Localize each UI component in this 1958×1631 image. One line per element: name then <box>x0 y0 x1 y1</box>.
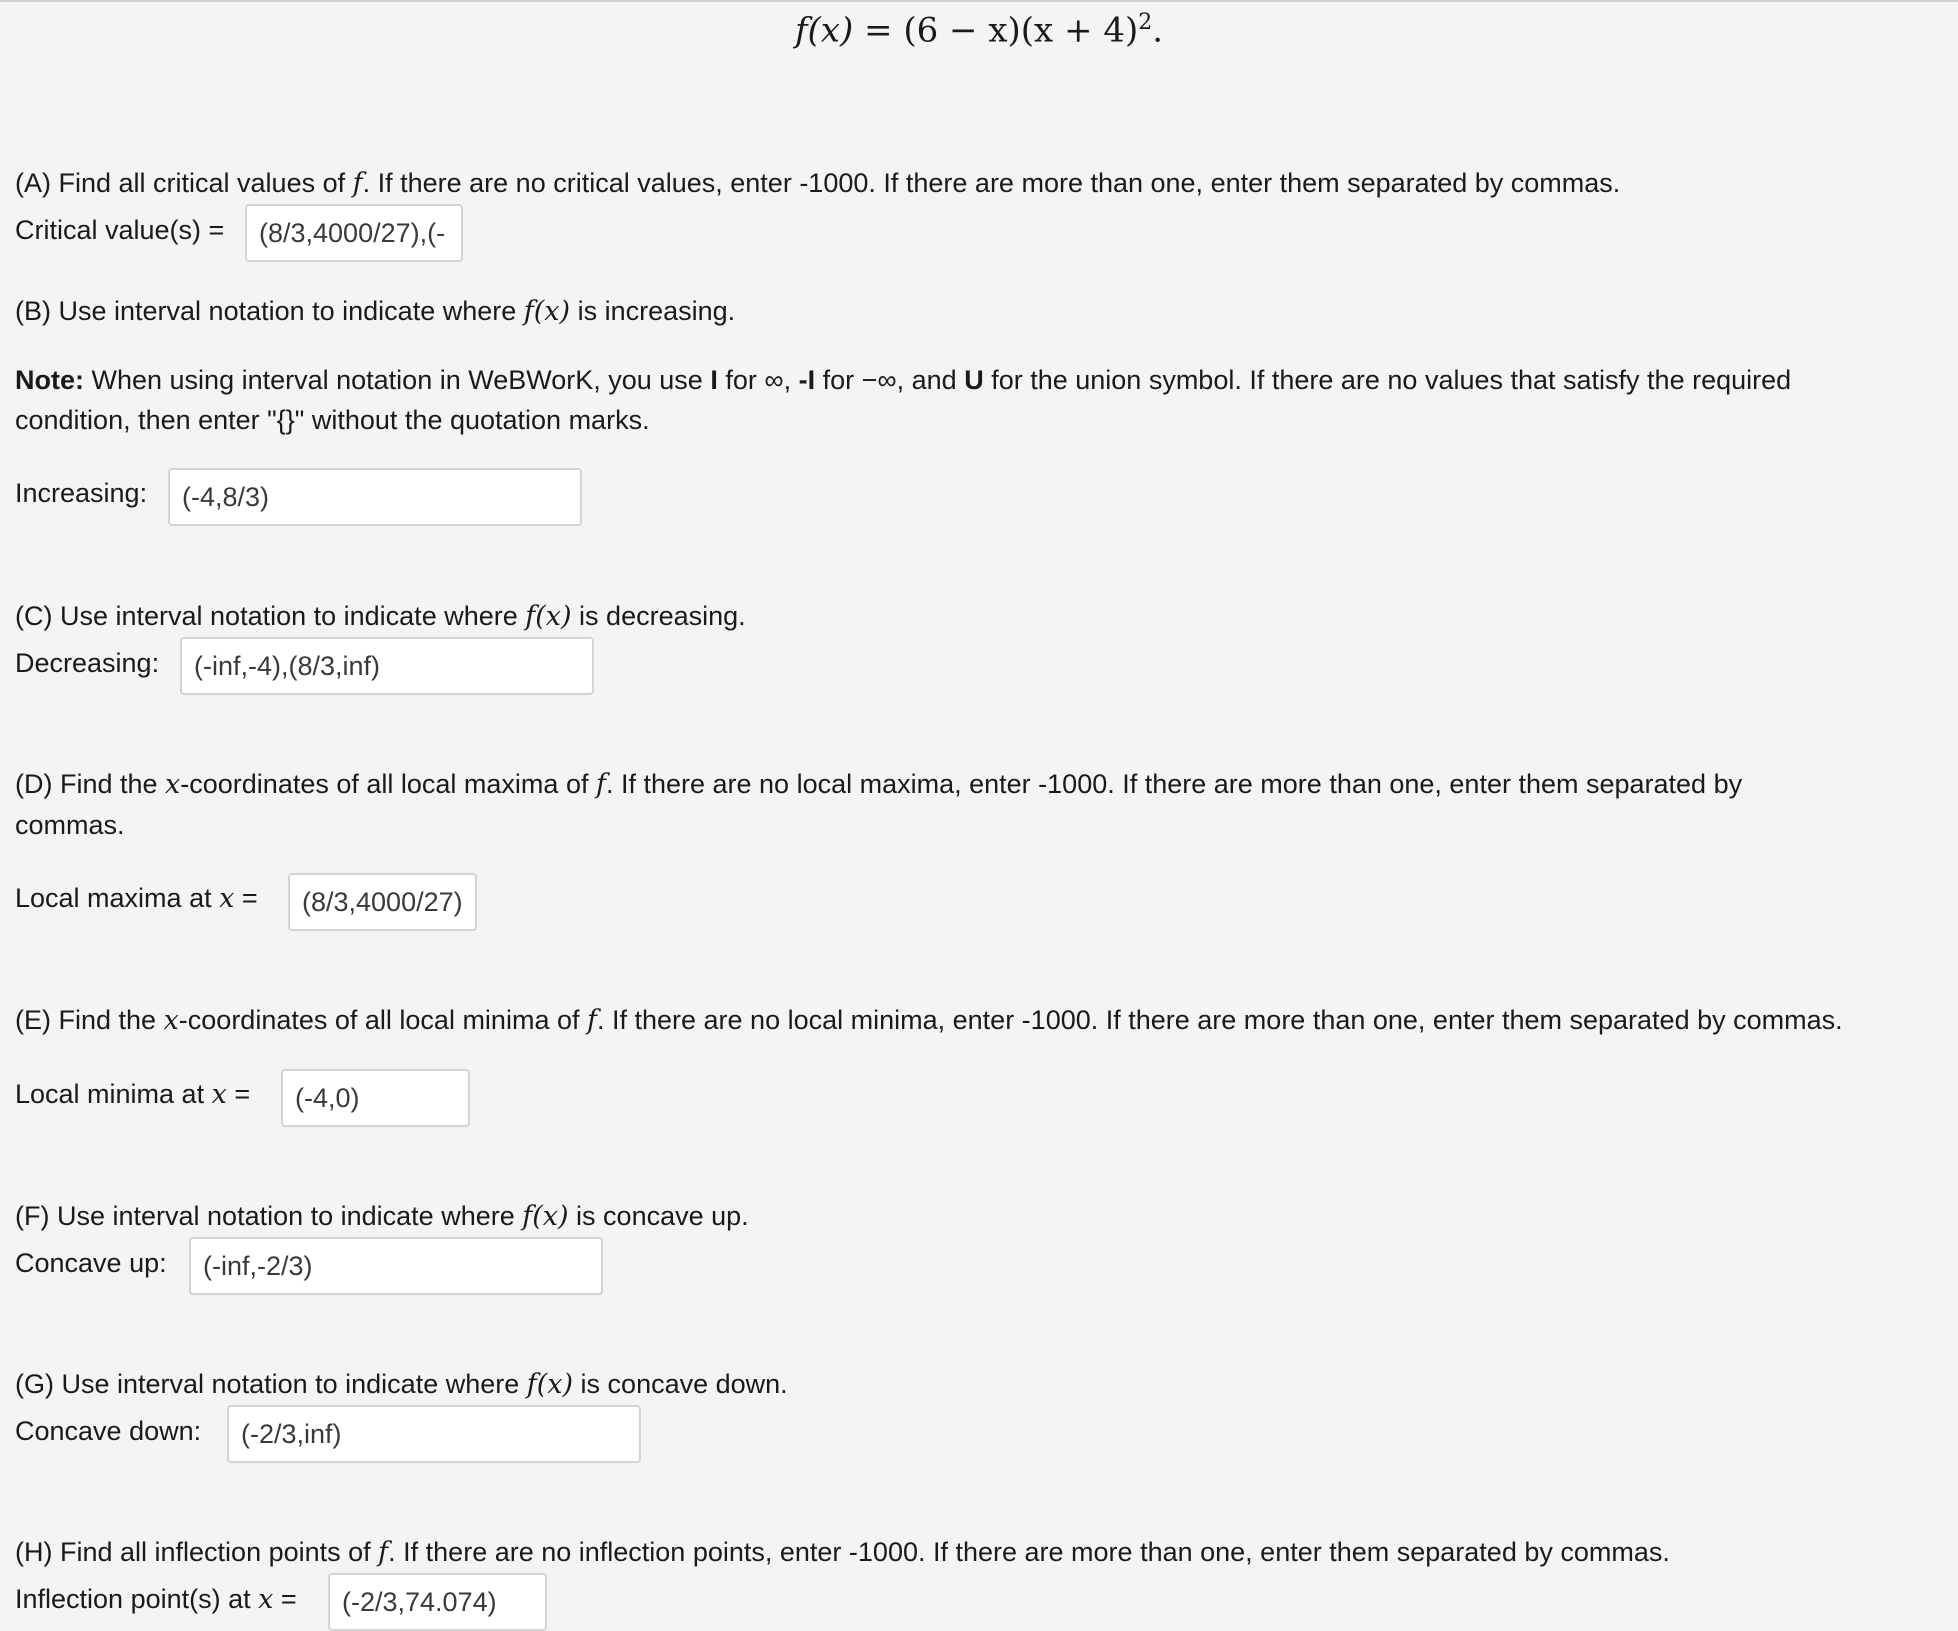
critical-values-label: Critical value(s) = <box>15 215 225 245</box>
local-maxima-input[interactable] <box>288 873 477 931</box>
inflection-points-label: Inflection point(s) at x = <box>15 1584 297 1615</box>
formula-lhs: f(x) <box>794 10 854 51</box>
question-f: (F) Use interval notation to indicate where f(x) is concave up. <box>15 1201 749 1232</box>
top-border <box>0 0 1958 2</box>
increasing-label: Increasing: <box>15 478 148 508</box>
local-minima-input[interactable] <box>281 1069 470 1127</box>
question-a: (A) Find all critical values of f. If there are no critical values, enter -1000. If there are more than one, enter them separated by commas. <box>15 168 1621 199</box>
interval-notation-note: Note: When using interval notation in WeBWorK, you use I for ∞, -I for −∞, and U for the union symbol. If there are no values that satisfy the required condition, then enter "{}" without the quotation marks. <box>15 365 1792 435</box>
decreasing-input[interactable] <box>180 637 594 695</box>
problem-formula: $f(x) = (6 - x)(x + 4)^2$. <box>794 10 1164 51</box>
question-d: (D) Find the x-coordinates of all local maxima of f. If there are no local maxima, enter -1000. If there are more than one, enter them separated by commas. <box>15 769 1743 840</box>
local-minima-label: Local minima at x = <box>15 1079 251 1110</box>
question-g: (G) Use interval notation to indicate where f(x) is concave down. <box>15 1369 788 1400</box>
inflection-points-input[interactable] <box>328 1573 547 1631</box>
critical-values-input[interactable] <box>245 204 463 262</box>
formula-end: . <box>1152 10 1164 51</box>
question-h: (H) Find all inflection points of f. If there are no inflection points, enter -1000. If there are more than one, enter them separated by commas. <box>15 1537 1670 1568</box>
question-e: (E) Find the x-coordinates of all local minima of f. If there are no local minima, enter -1000. If there are more than one, enter them separated by commas. <box>15 1005 1843 1036</box>
local-maxima-label: Local maxima at x = <box>15 883 258 914</box>
question-c: (C) Use interval notation to indicate where f(x) is decreasing. <box>15 601 746 632</box>
formula-exponent: 2 <box>1138 10 1153 35</box>
formula-rhs: (6 − x)(x + 4) <box>903 10 1139 51</box>
concave-down-input[interactable] <box>227 1405 641 1463</box>
concave-up-input[interactable] <box>189 1237 603 1295</box>
increasing-input[interactable] <box>168 468 582 526</box>
concave-up-label: Concave up: <box>15 1248 167 1278</box>
concave-down-label: Concave down: <box>15 1416 202 1446</box>
decreasing-label: Decreasing: <box>15 648 160 678</box>
question-b: (B) Use interval notation to indicate where f(x) is increasing. <box>15 296 736 327</box>
